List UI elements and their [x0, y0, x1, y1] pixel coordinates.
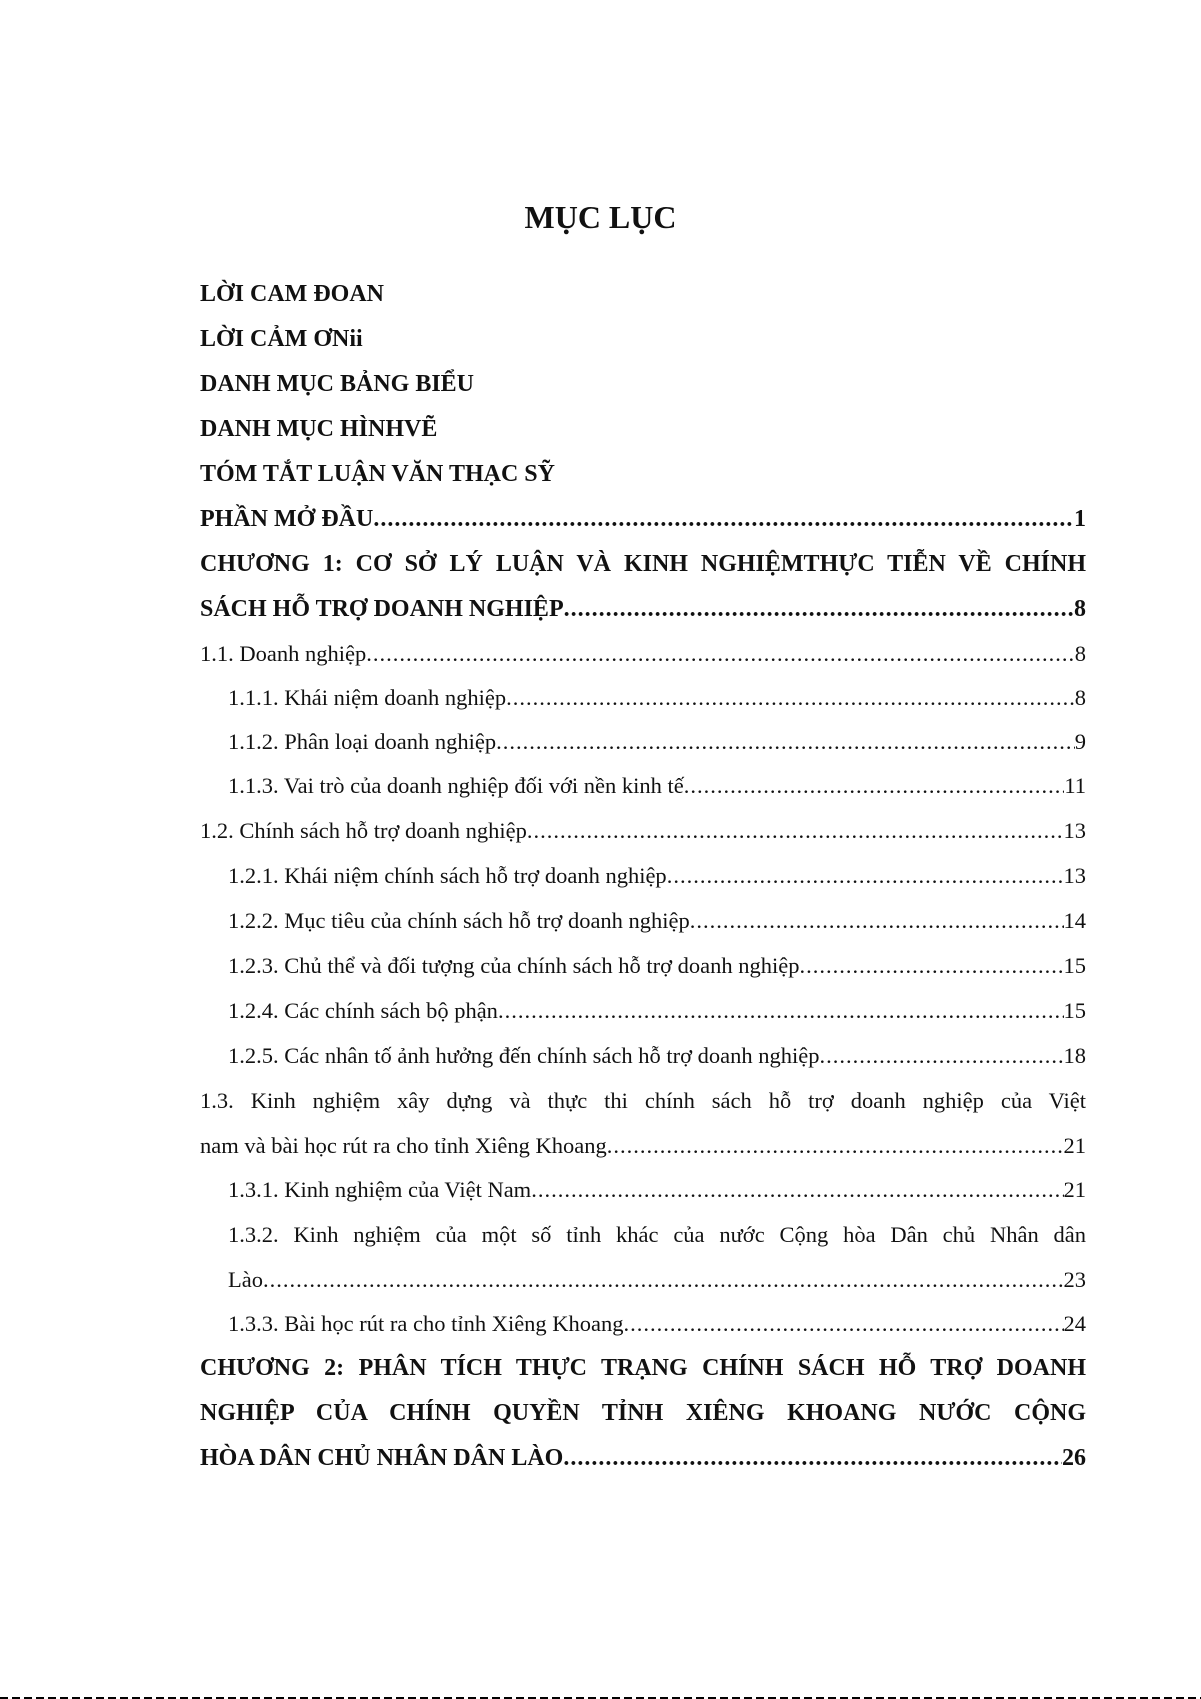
- dot-leader: [607, 1124, 1064, 1168]
- toc-entry-1-2-1[interactable]: [200, 854, 1086, 898]
- toc-entry-1-3-line-1[interactable]: [200, 1078, 1086, 1124]
- dot-leader: [820, 1034, 1064, 1078]
- toc-page-number: 1: [1074, 506, 1086, 532]
- toc-entry-chapter-2-line-3[interactable]: [200, 1436, 1086, 1481]
- toc-entry-text: 1.1.1. Khái niệm doanh nghiệp: [228, 685, 507, 710]
- toc-entry-text: LỜI CẢM ƠNii: [200, 326, 363, 352]
- dot-leader: [667, 854, 1064, 898]
- toc-entry-text: DANH MỤC HÌNHVẼ: [200, 416, 438, 442]
- toc-entry-text: 1.2.4. Các chính sách bộ phận: [228, 998, 498, 1023]
- toc-page-number: 9: [1074, 729, 1086, 754]
- toc-page-number: 24: [1063, 1311, 1086, 1336]
- toc-entry-1-2[interactable]: [200, 808, 1086, 854]
- toc-page-number: 8: [1074, 641, 1086, 666]
- dot-leader: [684, 764, 1065, 808]
- toc-entry-1-1[interactable]: [200, 632, 1086, 676]
- toc-entry-text: 1.2. Chính sách hỗ trợ doanh nghiệp: [200, 818, 527, 843]
- dot-leader: [527, 808, 1064, 854]
- toc-entry-1-2-4[interactable]: [200, 988, 1086, 1034]
- toc-page-number: 21: [1063, 1133, 1086, 1158]
- toc-entry-text: HÒA DÂN CHỦ NHÂN DÂN LÀO: [200, 1445, 564, 1471]
- toc-page-number: 8: [1074, 685, 1086, 710]
- toc-entry-text: TÓM TẮT LUẬN VĂN THẠC SỸ: [200, 461, 555, 487]
- toc-entry-1-3-3[interactable]: [200, 1302, 1086, 1346]
- toc-entry-chapter-2-line-2[interactable]: [200, 1391, 1086, 1436]
- toc-entry-text: 1.2.2. Mục tiêu của chính sách hỗ trợ doanh nghiệp: [228, 908, 690, 933]
- toc-page-number: 15: [1063, 953, 1086, 978]
- toc-entry-text: DANH MỤC BẢNG BIỂU: [200, 371, 475, 397]
- toc-page-number: 13: [1063, 818, 1086, 843]
- toc-page-number: 15: [1063, 998, 1086, 1023]
- toc-entry-1-2-2[interactable]: [200, 898, 1086, 944]
- toc-entry-1-3-2-line-1[interactable]: [200, 1212, 1086, 1258]
- dot-leader: [563, 1436, 1062, 1481]
- toc-entry-text: 1.3.2. Kinh nghiệm của một số tỉnh khác của nước Cộng hòa Dân chủ Nhân dân: [228, 1222, 1086, 1247]
- toc-entry-chapter-2-line-1[interactable]: [200, 1346, 1086, 1391]
- toc-entry-1-1-1[interactable]: [200, 676, 1086, 720]
- toc-page-number: 14: [1063, 908, 1086, 933]
- toc-entry-loi-cam-doan[interactable]: [200, 272, 1086, 317]
- toc-entry-1-1-3[interactable]: [200, 764, 1086, 808]
- toc-page-number: 8: [1074, 596, 1086, 622]
- toc-entry-text: SÁCH HỖ TRỢ DOANH NGHIỆP: [200, 596, 564, 622]
- toc-entry-danh-muc-hinh-ve[interactable]: [200, 407, 1086, 452]
- toc-page-number: 13: [1063, 863, 1086, 888]
- toc-entry-loi-cam-on[interactable]: [200, 317, 1086, 362]
- toc-entry-text: 1.3.1. Kinh nghiệm của Việt Nam: [228, 1177, 532, 1202]
- toc-entry-text: 1.1. Doanh nghiệp: [200, 641, 367, 666]
- dot-leader: [506, 676, 1075, 720]
- toc-entry-1-3-line-2[interactable]: [200, 1124, 1086, 1168]
- toc-entry-text: nam và bài học rút ra cho tỉnh Xiêng Khoang: [200, 1133, 607, 1158]
- toc-page-number: 11: [1064, 773, 1086, 798]
- toc-page-number: 21: [1063, 1177, 1086, 1202]
- toc-page-number: 23: [1063, 1267, 1086, 1292]
- toc-page-number: 18: [1063, 1043, 1086, 1068]
- dot-leader: [496, 720, 1075, 764]
- toc-entry-phan-mo-dau[interactable]: [200, 497, 1086, 542]
- dot-leader: [690, 898, 1064, 944]
- toc-entry-text: CHƯƠNG 2: PHÂN TÍCH THỰC TRẠNG CHÍNH SÁCH HỖ TRỢ DOANH: [200, 1355, 1086, 1381]
- toc-entry-1-1-2[interactable]: [200, 720, 1086, 764]
- toc-entry-1-2-5[interactable]: [200, 1034, 1086, 1078]
- dot-leader: [564, 587, 1074, 632]
- toc-entry-text: Lào: [228, 1267, 263, 1292]
- toc-entry-text: PHẦN MỞ ĐẦU: [200, 506, 374, 532]
- dot-leader: [800, 944, 1064, 988]
- toc-entry-tom-tat[interactable]: [200, 452, 1086, 497]
- toc-entry-text: CHƯƠNG 1: CƠ SỞ LÝ LUẬN VÀ KINH NGHIỆMTHỰC TIỄN VỀ CHÍNH: [200, 551, 1086, 577]
- toc-entry-text: LỜI CAM ĐOAN: [200, 281, 384, 307]
- dot-leader: [373, 497, 1074, 542]
- toc-entry-1-2-3[interactable]: [200, 944, 1086, 988]
- toc-entry-text: 1.2.1. Khái niệm chính sách hỗ trợ doanh nghiệp: [228, 863, 667, 888]
- dot-leader: [366, 632, 1075, 676]
- dot-leader: [263, 1258, 1064, 1302]
- toc-entry-text: 1.3.3. Bài học rút ra cho tỉnh Xiêng Khoang: [228, 1311, 624, 1336]
- toc-entry-text: 1.2.5. Các nhân tố ảnh hưởng đến chính sách hỗ trợ doanh nghiệp: [228, 1043, 820, 1068]
- toc-entry-chapter-1-line-2[interactable]: [200, 587, 1086, 632]
- toc-entry-danh-muc-bang-bieu[interactable]: [200, 362, 1086, 407]
- toc-entry-text: 1.1.3. Vai trò của doanh nghiệp đối với nền kinh tế: [228, 773, 684, 798]
- toc-page-number: 26: [1062, 1445, 1086, 1471]
- toc-entry-chapter-1-line-1[interactable]: [200, 542, 1086, 587]
- toc-entry-text: NGHIỆP CỦA CHÍNH QUYỀN TỈNH XIÊNG KHOANG NƯỚC CỘNG: [200, 1400, 1086, 1426]
- page-title: MỤC LỤC: [524, 199, 677, 235]
- table-of-contents: [200, 272, 1086, 1481]
- toc-entry-text: 1.1.2. Phân loại doanh nghiệp: [228, 729, 497, 754]
- toc-entry-text: 1.2.3. Chủ thể và đối tượng của chính sách hỗ trợ doanh nghiệp: [228, 953, 800, 978]
- dot-leader: [498, 988, 1064, 1034]
- toc-entry-1-3-1[interactable]: [200, 1168, 1086, 1212]
- dot-leader: [624, 1302, 1064, 1346]
- toc-entry-1-3-2-line-2[interactable]: [200, 1258, 1086, 1302]
- dot-leader: [531, 1168, 1063, 1212]
- toc-entry-text: 1.3. Kinh nghiệm xây dựng và thực thi chính sách hỗ trợ doanh nghiệp của Việt: [200, 1088, 1086, 1113]
